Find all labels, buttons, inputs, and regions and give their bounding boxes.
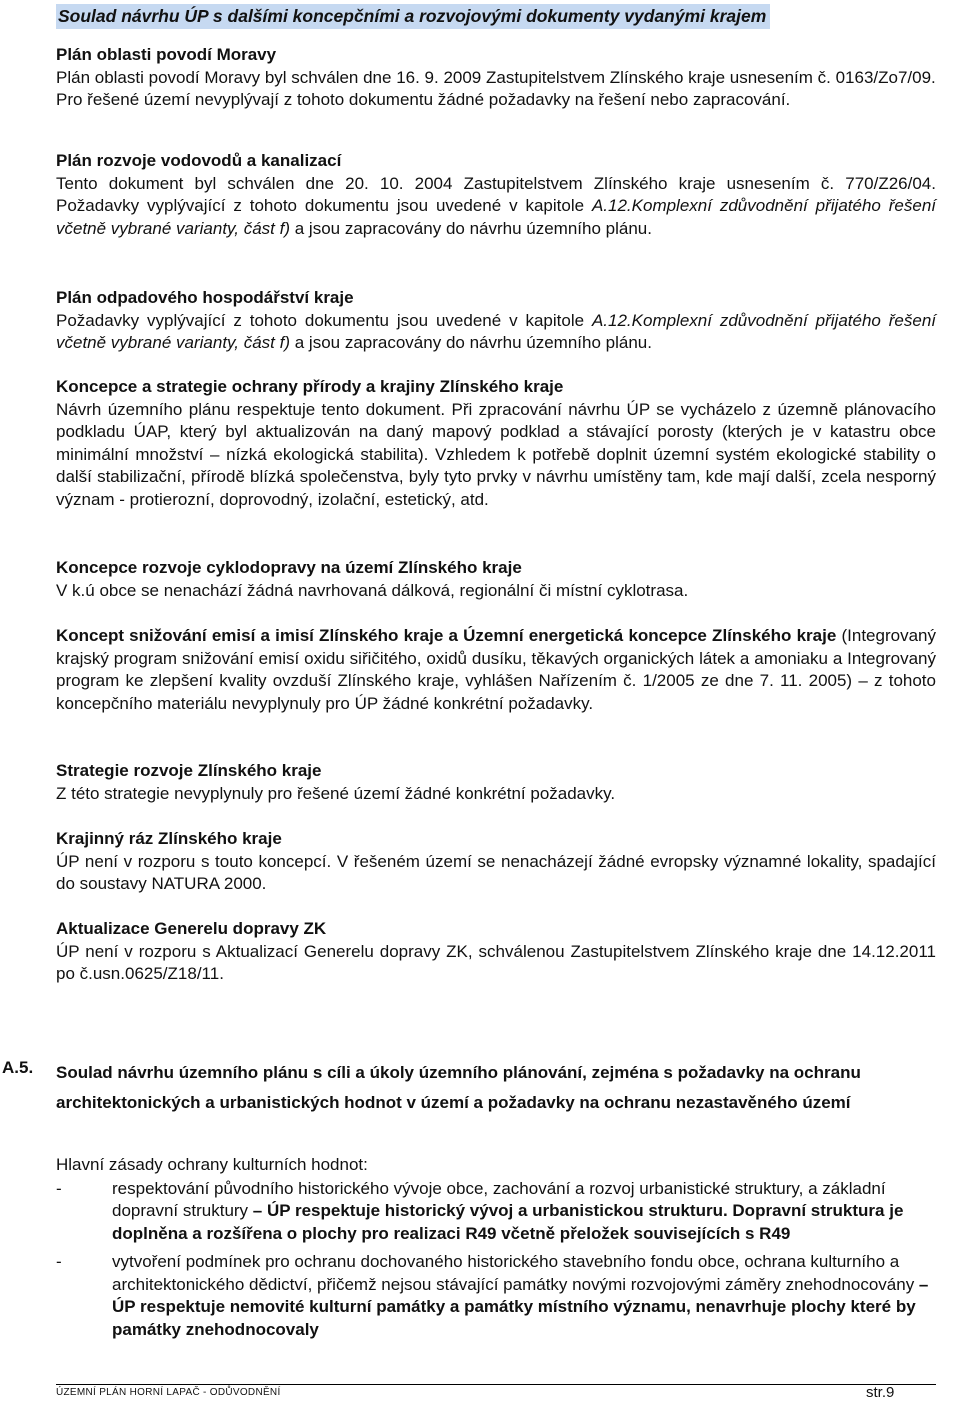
section-heading: Plán rozvoje vodovodů a kanalizací bbox=[56, 151, 342, 170]
list-item-bold: – ÚP respektuje historický vývoj a urbanistickou strukturu. Dopravní struktura je doplněna a rozšířena o plochy pro realizaci R49 včetně přeložek souvisejících s R49 bbox=[112, 1201, 904, 1243]
section-heading: Strategie rozvoje Zlínského kraje bbox=[56, 761, 322, 780]
section-emise bbox=[56, 625, 936, 715]
section-generel-dopravy bbox=[56, 918, 936, 986]
section-text: Návrh územního plánu respektuje tento dokument. Při zpracování návrhu ÚP se vycházelo z územně plánovacího podkladu ÚAP, který byl aktualizován na daný mapový podklad a stávající porosty (kterých je v katastru obce minimální množství – nízká ekologická stabilita). Vzhledem k potřebě doplnit územní systém ekologické stability o další stabilizační, přírodě blízká společenstva, byly tyto prvky v návrhu umístěny tam, kde mají další, zcela nesporný význam - protierozní, doprovodný, izolační, estetický, atd. bbox=[56, 399, 936, 509]
section-vodovody bbox=[56, 150, 936, 240]
section-heading: Plán oblasti povodí Moravy bbox=[56, 45, 277, 64]
list-dash: - bbox=[56, 1178, 62, 1198]
list-item-bold: – ÚP respektuje nemovité kulturní památky a památky místního významu, nenavrhuje plochy které by památky znehodnocovaly bbox=[112, 1274, 929, 1339]
footer-document-title: ÚZEMNÍ PLÁN HORNÍ LAPAČ - ODŮVODNĚNÍ bbox=[56, 1387, 281, 1398]
section-strategie bbox=[56, 760, 936, 805]
list-item-text: respektování původního historického vývoje obce, zachování a rozvoj urbanistické struktury, a základní dopravní struktury bbox=[112, 1178, 886, 1220]
section-text-italic: A.12.Komplexní zdůvodnění přijatého řešení včetně vybrané varianty, část f) bbox=[56, 310, 936, 352]
section-text: Z této strategie nevyplynuly pro řešené území žádné konkrétní požadavky. bbox=[56, 783, 616, 803]
section-heading: Krajinný ráz Zlínského kraje bbox=[56, 829, 282, 848]
footer-page-number: str.9 bbox=[866, 1384, 895, 1401]
list-item bbox=[56, 1178, 936, 1246]
section-text: ÚP není v rozporu s Aktualizací Generelu dopravy ZK, schválenou Zastupitelstvem Zlínského kraje dne 14.12.2011 po č.usn.0625/Z18/11. bbox=[56, 941, 936, 983]
section-text: V k.ú obce se nenachází žádná navrhovaná dálková, regionální či místní cyklotrasa. bbox=[56, 580, 689, 600]
section-heading: Plán odpadového hospodářství kraje bbox=[56, 288, 354, 307]
section-text: a jsou zapracovány do návrhu územního plánu. bbox=[290, 333, 652, 352]
principles-list bbox=[56, 1154, 936, 1341]
section-text: Plán oblasti povodí Moravy byl schválen dne 16. 9. 2009 Zastupitelstvem Zlínského kraje usnesením č. 0163/Zo7/09. Pro řešené území nevyplývají z tohoto dokumentu žádné požadavky na řešení nebo zapracování. bbox=[56, 67, 936, 109]
list-item bbox=[56, 1251, 936, 1341]
section-text: Požadavky vyplývající z tohoto dokumentu jsou uvedené v kapitole bbox=[56, 310, 592, 330]
section-cyklodoprava bbox=[56, 557, 936, 602]
section-text: a jsou zapracovány do návrhu územního plánu. bbox=[290, 218, 652, 238]
section-heading: Aktualizace Generelu dopravy ZK bbox=[56, 919, 327, 938]
section-krajinny-raz bbox=[56, 828, 936, 896]
section-heading: Koncept snižování emisí a imisí Zlínského kraje a Územní energetická koncepce Zlínského kraje bbox=[56, 626, 837, 645]
list-dash: - bbox=[56, 1252, 62, 1271]
section-odpady bbox=[56, 287, 936, 355]
section-povodi-moravy bbox=[56, 44, 936, 112]
section-ochrana-prirody bbox=[56, 376, 936, 511]
section-heading: Koncepce a strategie ochrany přírody a krajiny Zlínského kraje bbox=[56, 377, 564, 396]
section-text: ÚP není v rozporu s touto koncepcí. V řešeném území se nenacházejí žádné evropsky významné lokality, spadající do soustavy NATURA 2000. bbox=[56, 851, 936, 893]
page-section-title: Soulad návrhu ÚP s dalšími koncepčními a rozvojovými dokumenty vydanými krajem bbox=[56, 4, 770, 29]
section-text-italic: A.12.Komplexní zdůvodnění přijatého řešení včetně vybrané varianty, část f) bbox=[56, 196, 936, 238]
footer-rule bbox=[56, 1384, 936, 1385]
section-text: (Integrovaný krajský program snižování emisí oxidu siřičitého, oxidů dusíku, těkavých organických látek a amoniaku a Integrovaný program ke zlepšení kvality ovzduší Zlínského kraje, vyhlášen Nařízením č. 1/2005 ze dne 7. 11. 2005) – z tohoto koncepčního materiálu nevyplynuly pro ÚP žádné konkrétní požadavky. bbox=[56, 626, 936, 713]
list-item-text: vytvoření podmínek pro ochranu dochovaného historického stavebního fondu obce, ochrana kulturního a architektonického dědictví, přičemž nejsou stávající památky novými rozvojovými záměry znehodnocovány bbox=[112, 1252, 919, 1294]
section-heading: Koncepce rozvoje cyklodopravy na území Zlínského kraje bbox=[56, 558, 522, 577]
list-intro: Hlavní zásady ochrany kulturních hodnot: bbox=[56, 1155, 368, 1174]
chapter-heading: Soulad návrhu územního plánu s cíli a úkoly územního plánování, zejména s požadavky na ochranu architektonických a urbanistických hodnot v území a požadavky na ochranu nezastavěného území bbox=[56, 1063, 861, 1112]
chapter-number: A.5. bbox=[2, 1058, 34, 1077]
section-text: Tento dokument byl schválen dne 20. 10. 2004 Zastupitelstvem Zlínského kraje usnesením č. 770/Z26/04. Požadavky vyplývající z tohoto dokumentu jsou uvedené v kapitole bbox=[56, 173, 936, 215]
